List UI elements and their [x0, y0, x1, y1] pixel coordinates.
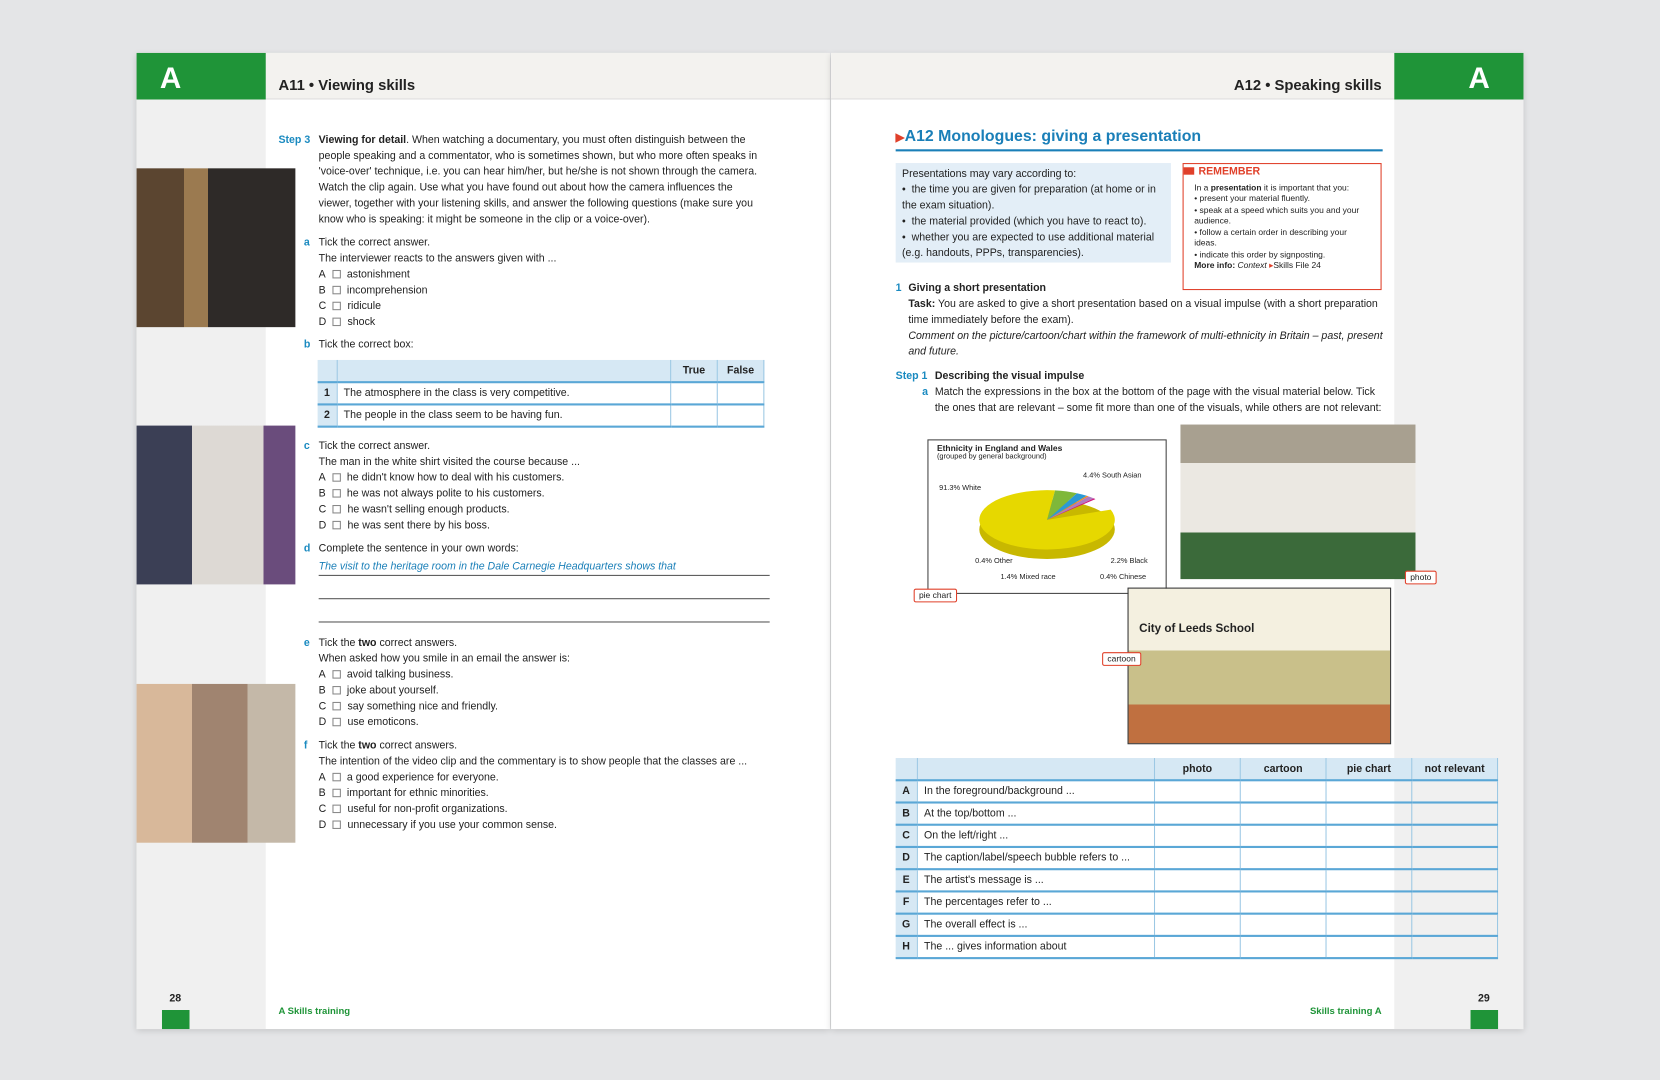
instruction: Tick the correct box: [318, 338, 414, 351]
row-letter: A [896, 780, 917, 802]
tick-cell-pie-chart[interactable] [1326, 914, 1412, 936]
option[interactable]: B incomprehension [318, 284, 428, 297]
photo-interview [137, 168, 296, 327]
table-row: 1 The atmosphere in the class is very competitive. [318, 382, 764, 404]
option[interactable]: C say something nice and friendly. [318, 700, 498, 713]
pie-label: 4.4% South Asian [1083, 472, 1142, 480]
tick-cell-cartoon[interactable] [1240, 847, 1326, 869]
question-f: f Tick the two correct answers. The intention of the video clip and the commentary is to show people that the classes are ... A a good experience for everyone. B important for ethnic minorities. C useful for non-profit organizations. D unnecessary if you use your common sense. [304, 738, 770, 833]
option[interactable]: A avoid talking business. [318, 669, 454, 681]
cartoon-tag: cartoon [1102, 652, 1141, 666]
row-expression: At the top/bottom ... [917, 802, 1154, 824]
pie-label: 0.4% Chinese [1099, 573, 1147, 582]
step-title: Viewing for detail [318, 134, 407, 147]
option[interactable]: A a good experience for everyone. [318, 771, 499, 784]
tick-cell-photo[interactable] [1155, 936, 1241, 958]
page-title: A11 • Viewing skills [278, 76, 416, 94]
row-letter: H [896, 936, 917, 958]
tick-cell-photo[interactable] [1155, 847, 1241, 869]
section-title: ▶A12 Monologues: giving a presentation [896, 127, 1383, 151]
question-b [304, 337, 770, 353]
matching-table: photo cartoon pie chart not relevant A In the foreground/background ... B At the top/bottom ... C On the left/right ... D The caption/label/speech bubble refers to ... E The artist's message is ... F The percentages refer to ... G The overall effect is ... H The ... gives information about [896, 758, 1498, 959]
row-expression: On the left/right ... [917, 825, 1154, 847]
pie-label: 0.4% Other [975, 557, 1013, 566]
pie-label: 2.2% Black [1110, 557, 1148, 566]
option[interactable]: A astonishment [318, 268, 410, 281]
row-expression: The overall effect is ... [917, 914, 1154, 936]
row-expression: The percentages refer to ... [917, 891, 1154, 913]
row-letter: G [896, 914, 917, 936]
table-row [896, 936, 1498, 958]
tick-cell-photo[interactable] [1155, 869, 1241, 891]
page-number-marker [1471, 1010, 1499, 1029]
tick-cell-pie-chart[interactable] [1326, 825, 1412, 847]
step-label: Step 3 [278, 134, 311, 147]
tick-cell-not-relevant[interactable] [1412, 891, 1498, 913]
tick-cell-cartoon[interactable] [1240, 869, 1326, 891]
tick-cell-pie-chart[interactable] [1326, 891, 1412, 913]
question-a [304, 235, 770, 330]
skills-file-link[interactable]: Skills File 24 [1273, 260, 1321, 270]
photo-class [137, 684, 296, 843]
tick-cell-not-relevant[interactable] [1412, 825, 1498, 847]
question-e: e Tick the two correct answers. When asked how you smile in an email the answer is: A avoid talking business. B joke about yourself. C say something nice and friendly. D use emoticons. [304, 635, 770, 730]
option[interactable]: B important for ethnic minorities. [318, 787, 489, 800]
cartoon-sign: City of Leeds School [1139, 622, 1255, 636]
option[interactable]: D unnecessary if you use your common sense. [318, 819, 558, 832]
tick-cell-not-relevant[interactable] [1412, 780, 1498, 802]
tick-cell-cartoon[interactable] [1240, 825, 1326, 847]
table-row [896, 914, 1498, 936]
pie-label: 1.4% Mixed race [1000, 573, 1056, 582]
step-1: Step 1 Describing the visual impulse a Match the expressions in the box at the bottom of the page with the visual material below. Tick the ones that are relevant – some fit more than one of the visuals, while others are not relevant: [895, 370, 1382, 414]
section-tab: A [1394, 53, 1523, 100]
row-letter: E [896, 869, 917, 891]
photo-tag: photo [1405, 571, 1437, 585]
answer-line[interactable] [319, 576, 770, 599]
checkbox [332, 270, 340, 278]
section-1: 1 Giving a short presentation Task: You are asked to give a short presentation based on a visual impulse (with a short preparation time immediately before the exam). Comment on the picture/cartoon/chart within the framework of multi-ethnicity in Britain – past, present and future. [895, 282, 1383, 358]
table-row [896, 869, 1498, 891]
false-cell[interactable] [717, 382, 764, 404]
tick-cell-not-relevant[interactable] [1412, 847, 1498, 869]
cartoon-image [1128, 588, 1392, 745]
option[interactable]: D use emoticons. [318, 716, 419, 729]
photo-classroom [1180, 425, 1415, 580]
prompt: The interviewer reacts to the answers given with ... [318, 253, 557, 265]
question-letter: a [303, 237, 310, 249]
right-page [831, 53, 1523, 1029]
option[interactable]: B he was not always polite to his customers. [318, 488, 545, 500]
tick-cell-not-relevant[interactable] [1412, 914, 1498, 936]
row-letter: C [896, 825, 917, 847]
table-row [896, 825, 1498, 847]
remember-box: REMEMBER In a presentation it is important that you: • present your material fluently. • speak at a speed which suits you and your audience. • follow a certain order in describing your ideas. • indicate this order by signposting. More info: Context ▸Skills File 24 [1183, 163, 1382, 290]
step-text: . When watching a documentary, you must often distinguish between the people speaking and a commentator, who is sometimes shown, but who more often speaks in 'voice-over' technique, i.e. you can hear him/her, but he/she is not shown through the camera. Watch the clip again. Use what you have found out about how the camera influences the viewer, together with your listening skills, and answer the following questions (make sure you know who is speaking: it might be someone in the clip or a voice-over). [318, 134, 758, 226]
true-cell[interactable] [671, 404, 718, 426]
checkbox [333, 302, 341, 310]
pie-chart-tag: pie chart [914, 589, 957, 603]
table-row: 2 The people in the class seem to be having fun. [318, 404, 764, 426]
footer: A Skills training [278, 1005, 351, 1017]
left-page [137, 53, 830, 1029]
footer: Skills training A [1309, 1005, 1382, 1017]
photo-white-shirt-man [137, 426, 296, 585]
true-cell[interactable] [671, 382, 718, 404]
question-letter: b [303, 338, 311, 351]
option[interactable]: C he wasn't selling enough products. [318, 503, 510, 516]
option[interactable]: D shock [318, 316, 376, 329]
tick-cell-not-relevant[interactable] [1412, 802, 1498, 824]
tick-cell-pie-chart[interactable] [1326, 869, 1412, 891]
info-box: Presentations may vary according to: • the time you are given for preparation (at home or in the exam situation). • the material provided (which you have to react to). • whether you are expected to use additional material (e.g. handouts, PPPs, transparencies). [896, 163, 1171, 263]
step3-block [278, 132, 765, 227]
tick-cell-photo[interactable] [1155, 891, 1241, 913]
row-letter: B [896, 802, 917, 824]
tick-cell-photo[interactable] [1155, 780, 1241, 802]
tick-cell-photo[interactable] [1155, 802, 1241, 824]
section-tab: A [137, 53, 266, 100]
option[interactable]: B joke about yourself. [318, 684, 439, 697]
row-expression: The ... gives information about [917, 936, 1154, 958]
tick-cell-cartoon[interactable] [1240, 914, 1326, 936]
row-letter: F [896, 891, 917, 913]
tick-cell-pie-chart[interactable] [1326, 802, 1412, 824]
page-title: A12 • Speaking skills [1233, 76, 1382, 94]
option[interactable]: A he didn't know how to deal with his customers. [318, 472, 565, 484]
option[interactable]: C ridicule [318, 300, 382, 313]
tick-cell-not-relevant[interactable] [1412, 936, 1498, 958]
tick-cell-not-relevant[interactable] [1412, 869, 1498, 891]
true-false-table: True False 1 The atmosphere in the class is very competitive. 2 The people in the class seem to be having fun. [318, 360, 765, 428]
pie-chart-box: Ethnicity in England and Wales (grouped by general background) 91.3% White 4.4% South Asian 2.2% Black 0.4% Chinese 1.4% Mixed race 0.4% Other [927, 439, 1166, 594]
table-row [896, 891, 1498, 913]
tick-cell-cartoon[interactable] [1240, 802, 1326, 824]
tick-cell-pie-chart[interactable] [1326, 780, 1412, 802]
tick-cell-photo[interactable] [1155, 914, 1241, 936]
tick-cell-cartoon[interactable] [1240, 780, 1326, 802]
checkbox [332, 286, 340, 294]
page-number-marker [162, 1010, 190, 1029]
row-expression: In the foreground/background ... [917, 780, 1154, 802]
tick-cell-pie-chart[interactable] [1326, 847, 1412, 869]
table-row [896, 847, 1498, 869]
pie-label: 91.3% White [939, 484, 982, 493]
option[interactable]: D he was sent there by his boss. [318, 519, 490, 532]
table-row [896, 802, 1498, 824]
tick-cell-cartoon[interactable] [1240, 936, 1326, 958]
checkbox [333, 318, 341, 326]
tick-cell-pie-chart[interactable] [1326, 936, 1412, 958]
instruction: Tick the correct answer. [318, 237, 431, 249]
page-number: 29 [1477, 993, 1490, 1005]
tick-cell-photo[interactable] [1155, 825, 1241, 847]
answer-line[interactable]: The visit to the heritage room in the Dale Carnegie Headquarters shows that [319, 557, 770, 576]
row-expression: The caption/label/speech bubble refers to ... [917, 847, 1154, 869]
table-row [896, 780, 1498, 802]
row-expression: The artist's message is ... [917, 869, 1154, 891]
false-cell[interactable] [717, 404, 764, 426]
tick-cell-cartoon[interactable] [1240, 891, 1326, 913]
question-c: c Tick the correct answer. The man in the white shirt visited the course because ... A he didn't know how to deal with his customers. B he was not always polite to his customers. C he wasn't selling enough products. D he was sent there by his boss. [304, 438, 770, 533]
answer-line[interactable] [319, 599, 770, 622]
option[interactable]: C useful for non-profit organizations. [318, 803, 508, 816]
page-number: 28 [169, 993, 182, 1005]
question-d: d Complete the sentence in your own words: The visit to the heritage room in the Dale Carnegie Headquarters shows that [304, 541, 770, 623]
row-letter: D [896, 847, 917, 869]
